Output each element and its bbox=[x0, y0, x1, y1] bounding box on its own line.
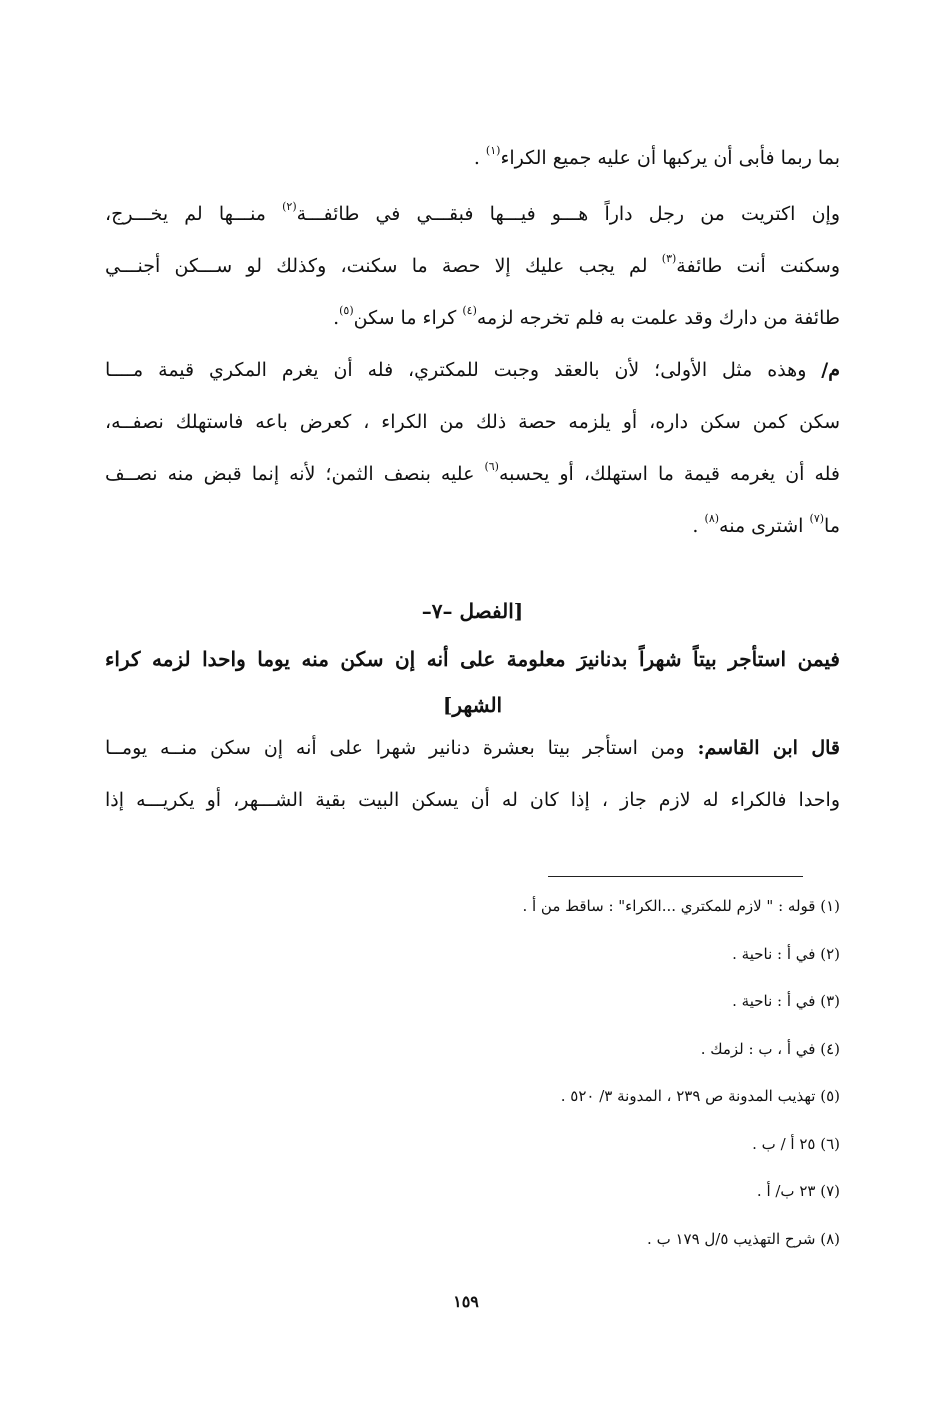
text-run: بما ربما فأبى أن يركبها أن عليه جميع الكراء bbox=[500, 147, 840, 169]
footnote-ref[interactable]: (٦) bbox=[484, 460, 499, 474]
paragraph-2 bbox=[105, 188, 840, 344]
footnote-8: (٨) شرح التهذيب ٥/ل ١٧٩ ب . bbox=[647, 1229, 840, 1248]
footnote-6: (٦) ٢٥ أ / ب . bbox=[752, 1134, 840, 1153]
paragraph-label: م/ bbox=[821, 359, 840, 381]
footnote-ref[interactable]: (٤) bbox=[462, 304, 477, 318]
paragraph-4 bbox=[105, 722, 840, 826]
footnote-2: (٢) في أ : ناحية . bbox=[732, 944, 840, 963]
text-run: وهذه مثل الأولى؛ لأن بالعقد وجبت للمكتري، فله أن يغرم المكري قيمة مــــا bbox=[105, 359, 807, 381]
footnote-ref[interactable]: (٢) bbox=[282, 200, 297, 214]
footnote-separator bbox=[548, 876, 803, 877]
text-run: وسكنت أنت طائفة bbox=[676, 255, 840, 277]
text-run: ما bbox=[824, 515, 840, 537]
footnote-ref[interactable]: (٧) bbox=[809, 512, 825, 526]
paragraph-2-line-3 bbox=[105, 292, 840, 344]
section-subtitle-line-1: فيمن استأجر بيتاً شهراً بدنانيرَ معلومة على أنه إن سكن منه يوما واحدا لزمه كراء bbox=[105, 647, 840, 671]
text-run: طائفة من دارك وقد علمت به فلم تخرجه لزمه bbox=[476, 307, 840, 329]
text-run: فله أن يغرمه قيمة ما استهلك، أو يحسبه bbox=[498, 463, 841, 485]
paragraph-4-line-1 bbox=[105, 722, 840, 774]
text-run: . bbox=[333, 307, 340, 329]
paragraph-3-line-3 bbox=[105, 448, 840, 500]
text-run: اشترى منه bbox=[719, 515, 804, 537]
paragraph-1 bbox=[105, 132, 840, 184]
text-run: وإن اكتريت من رجل داراً هـــو فيـــها فبقـــي في طائفـــة bbox=[296, 203, 840, 225]
footnote-7: (٧) ٢٣ ب/ أ . bbox=[756, 1182, 840, 1200]
speaker-label: قال ابن القاسم: bbox=[697, 737, 841, 759]
paragraph-3-line-4 bbox=[105, 500, 840, 552]
footnote-ref[interactable]: (٨) bbox=[704, 512, 720, 526]
paragraph-4-line-2 bbox=[105, 774, 840, 826]
text-run: . bbox=[473, 147, 480, 169]
text-run: كراء ما سكن bbox=[353, 307, 457, 329]
section-title: [الفصل –٧– bbox=[421, 599, 524, 623]
footnote-ref[interactable]: (٣) bbox=[661, 252, 677, 266]
paragraph-2-line-1 bbox=[105, 188, 840, 240]
footnote-5: (٥) تهذيب المدونة ص ٢٣٩ ، المدونة ٣/ ٥٢٠ . bbox=[560, 1087, 840, 1105]
text-run: لم يجب عليك إلا حصة ما سكنت، وكذلك لو ســـكن أجنـــي bbox=[105, 255, 648, 277]
section-subtitle-line-2: الشهر] bbox=[442, 693, 503, 717]
paragraph-2-line-2 bbox=[105, 240, 840, 292]
footnote-1: (١) قوله : " لازم للمكتري ...الكراء" : ساقط من أ . bbox=[522, 897, 840, 915]
text-run: عليه بنصف الثمن؛ لأنه إنما قبض منه نصــف bbox=[105, 463, 475, 485]
text-run: منـــها لم يخـــرج، bbox=[105, 203, 266, 225]
paragraph-3-line-1 bbox=[105, 344, 840, 396]
footnote-3: (٣) في أ : ناحية . bbox=[732, 992, 840, 1010]
text-run: سكن كمن سكن داره، أو يلزمه حصة ذلك من الكراء ، كعرض باعه فاستهلك نصفــه، bbox=[105, 411, 840, 433]
text-run: . bbox=[692, 515, 699, 537]
paragraph-3 bbox=[105, 344, 840, 552]
footnote-ref[interactable]: (٥) bbox=[339, 304, 354, 318]
footnote-ref[interactable]: (١) bbox=[485, 144, 501, 158]
text-run: واحدا فالكراء له لازم جاز ، إذا كان له أن يسكن البيت بقية الشـــهر، أو يكريـــه إذا bbox=[105, 789, 840, 811]
footnotes bbox=[300, 883, 840, 1263]
paragraph-1-line-1 bbox=[105, 132, 840, 184]
page-number: ١٥٩ bbox=[453, 1292, 479, 1311]
footnote-4: (٤) في أ ، ب : لزمك . bbox=[700, 1039, 840, 1058]
paragraph-3-line-2 bbox=[105, 396, 840, 448]
text-run: ومن استأجر بيتا بعشرة دنانير شهرا على أنه إن سكن منــه يومــا bbox=[105, 737, 685, 759]
